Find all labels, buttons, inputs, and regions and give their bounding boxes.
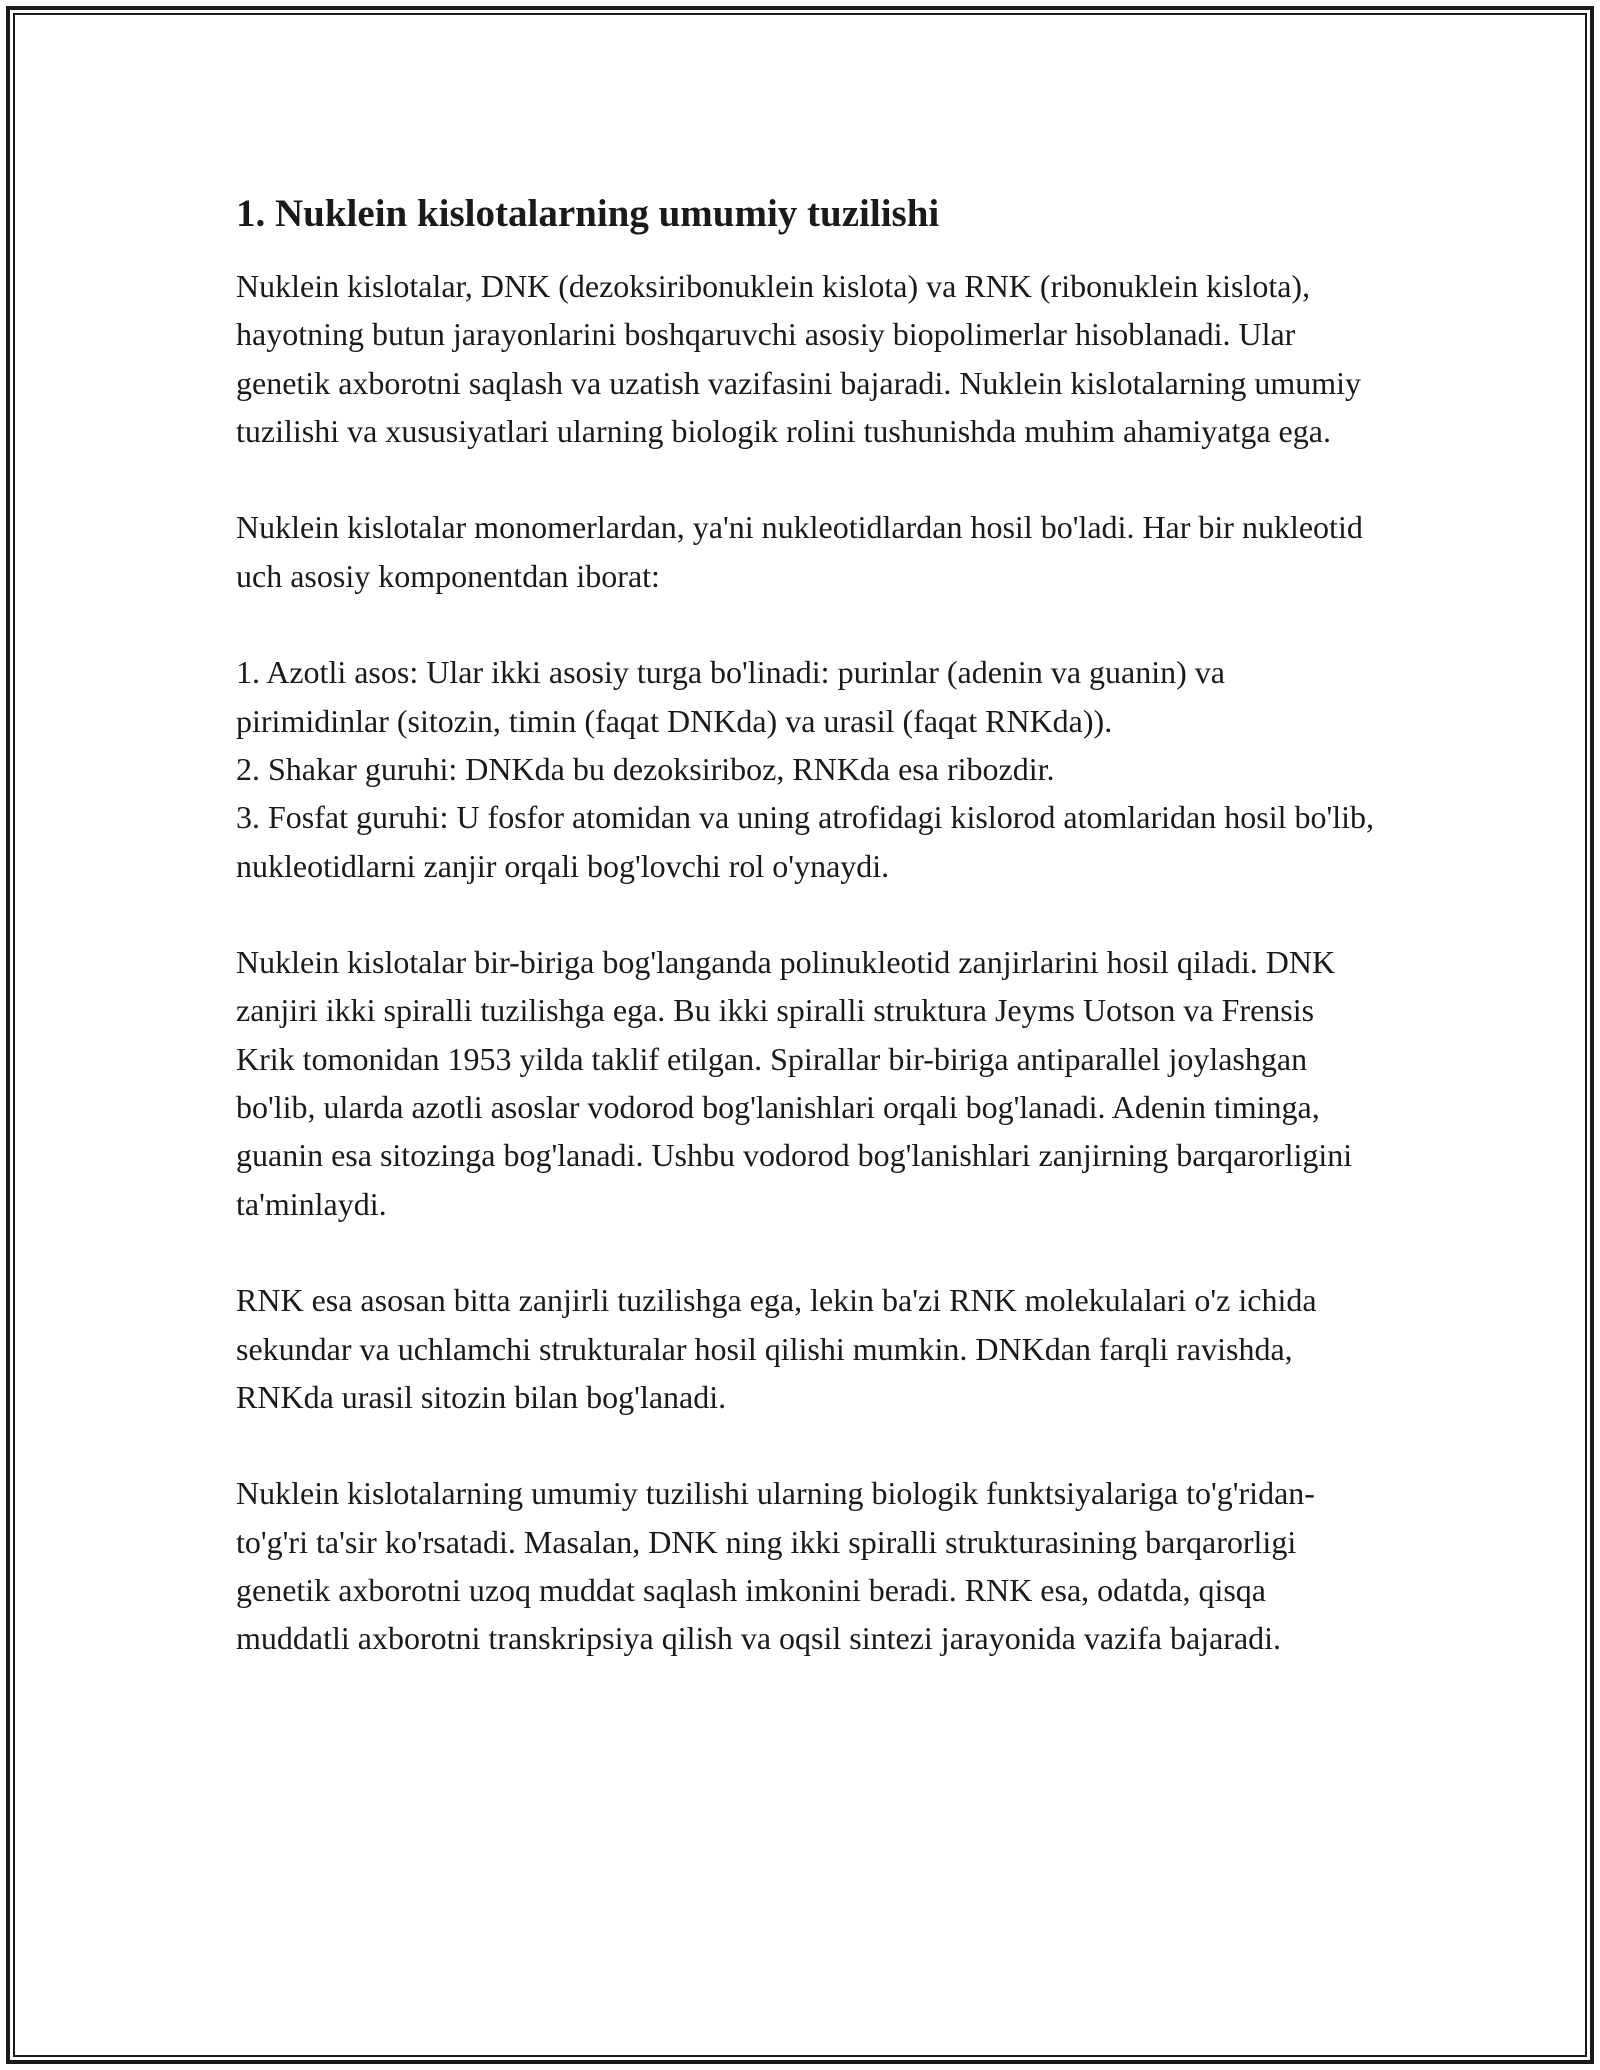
paragraph-spacer: [236, 455, 1376, 503]
list-item-sugar-group: 2. Shakar guruhi: DNKda bu dezoksiriboz, RNKda esa ribozdir.: [236, 750, 1055, 787]
paragraph-dna-structure: Nuklein kislotalar bir-biriga bog'langanda polinukleotid zanjirlarini hosil qiladi. DNK zanjiri ikki spiralli tuzilishga ega. Bu ikki spiralli struktura Jeyms Uotson va Frensis Krik tomonidan 1953 yilda taklif etilgan. Spirallar bir-biriga antiparallel joylashgan bo'lib, ularda azotli asoslar vodorod bog'lanishlari orqali bog'lanadi. Adenin timinga, guanin esa sitozinga bog'lanadi. Ushbu vodorod bog'lanishlari zanjirning barqarorligini ta'minlaydi.: [236, 944, 1353, 1222]
document-title: 1. Nuklein kislotalarning umumiy tuzilishi: [236, 192, 940, 235]
document-body: [236, 186, 1376, 1663]
paragraph-spacer: [236, 600, 1376, 648]
component-list: [236, 648, 1376, 889]
list-item-nitrogen-base: 1. Azotli asos: Ular ikki asosiy turga bo'linadi: purinlar (adenin va guanin) va pirimidinlar (sitozin, timin (faqat DNKda) va urasil (faqat RNKda)).: [236, 654, 1225, 739]
paragraph-intro: Nuklein kislotalar, DNK (dezoksiribonuklein kislota) va RNK (ribonuklein kislota), hayotning butun jarayonlarini boshqaruvchi asosiy biopolimerlar hisoblanadi. Ular genetik axborotni saqlash va uzatish vazifasini bajaradi. Nuklein kislotalarning umumiy tuzilishi va xususiyatlari ularning biologik rolini tushunishda muhim ahamiyatga ega.: [236, 268, 1362, 449]
paragraph-nucleotides: Nuklein kislotalar monomerlardan, ya'ni nukleotidlardan hosil bo'ladi. Har bir nukleotid uch asosiy komponentdan iborat:: [236, 509, 1363, 594]
paragraph-rna-structure: RNK esa asosan bitta zanjirli tuzilishga ega, lekin ba'zi RNK molekulalari o'z ichida sekundar va uchlamchi strukturalar hosil qilishi mumkin. DNKdan farqli ravishda, RNKda urasil sitozin bilan bog'lanadi.: [236, 1282, 1317, 1415]
list-item-phosphate-group: 3. Fosfat guruhi: U fosfor atomidan va uning atrofidagi kislorod atomlaridan hosil bo'lib, nukleotidlarni zanjir orqali bog'lovchi rol o'ynaydi.: [236, 799, 1375, 884]
paragraph-spacer: [236, 890, 1376, 938]
paragraph-conclusion: Nuklein kislotalarning umumiy tuzilishi ularning biologik funktsiyalariga to'g'ridan-to'g'ri ta'sir ko'rsatadi. Masalan, DNK ning ikki spiralli strukturasining barqarorligi genetik axborotni uzoq muddat saqlash imkonini beradi. RNK esa, odatda, qisqa muddatli axborotni transkripsiya qilish va oqsil sintezi jarayonida vazifa bajaradi.: [236, 1475, 1315, 1657]
paragraph-spacer: [236, 1421, 1376, 1469]
paragraph-spacer: [236, 1228, 1376, 1276]
